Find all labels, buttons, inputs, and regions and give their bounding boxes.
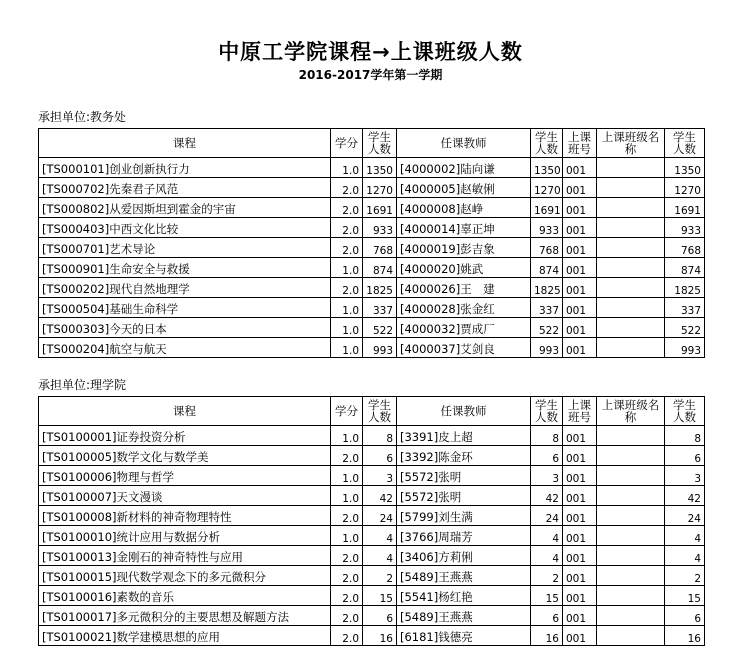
teacher-cell: [4000037]艾剑良: [397, 338, 531, 358]
students-3-cell: 1270: [665, 178, 705, 198]
students-cell: 768: [363, 238, 397, 258]
class-no-cell: 001: [563, 238, 597, 258]
course-cell: [TS0100021]数学建模思想的应用: [39, 626, 331, 646]
class-no-cell: 001: [563, 426, 597, 446]
credit-cell: 2.0: [331, 278, 363, 298]
class-name-cell: [597, 506, 665, 526]
header-students: 学生人数: [363, 129, 397, 158]
students-3-cell: 933: [665, 218, 705, 238]
students-2-cell: 933: [531, 218, 563, 238]
class-name-cell: [597, 158, 665, 178]
header-students-2: 学生人数: [531, 397, 563, 426]
table-row: [39, 218, 705, 238]
class-name-cell: [597, 298, 665, 318]
course-cell: [TS000701]艺术导论: [39, 238, 331, 258]
credit-cell: 2.0: [331, 566, 363, 586]
students-2-cell: 768: [531, 238, 563, 258]
class-name-cell: [597, 526, 665, 546]
students-cell: 933: [363, 218, 397, 238]
students-cell: 874: [363, 258, 397, 278]
teacher-cell: [5799]刘生满: [397, 506, 531, 526]
students-2-cell: 2: [531, 566, 563, 586]
students-cell: 2: [363, 566, 397, 586]
course-cell: [TS0100010]统计应用与数据分析: [39, 526, 331, 546]
class-name-cell: [597, 318, 665, 338]
table-row: [39, 526, 705, 546]
students-3-cell: 24: [665, 506, 705, 526]
header-students-2: 学生人数: [531, 129, 563, 158]
class-name-cell: [597, 546, 665, 566]
class-name-cell: [597, 586, 665, 606]
table-row: [39, 198, 705, 218]
course-table: [38, 128, 705, 358]
teacher-cell: [5572]张明: [397, 466, 531, 486]
teacher-cell: [3391]皮上超: [397, 426, 531, 446]
class-no-cell: 001: [563, 546, 597, 566]
class-name-cell: [597, 606, 665, 626]
teacher-cell: [6181]钱德亮: [397, 626, 531, 646]
teacher-cell: [5489]王燕燕: [397, 606, 531, 626]
credit-cell: 2.0: [331, 446, 363, 466]
table-row: [39, 446, 705, 466]
students-3-cell: 4: [665, 526, 705, 546]
teacher-cell: [5489]王燕燕: [397, 566, 531, 586]
teacher-cell: [4000028]张金红: [397, 298, 531, 318]
class-no-cell: 001: [563, 626, 597, 646]
students-3-cell: 6: [665, 446, 705, 466]
teacher-cell: [4000014]辜正坤: [397, 218, 531, 238]
table-row: [39, 486, 705, 506]
class-name-cell: [597, 178, 665, 198]
teacher-cell: [4000002]陆向谦: [397, 158, 531, 178]
students-3-cell: 42: [665, 486, 705, 506]
students-3-cell: 337: [665, 298, 705, 318]
course-cell: [TS000202]现代自然地理学: [39, 278, 331, 298]
students-3-cell: 4: [665, 546, 705, 566]
students-cell: 16: [363, 626, 397, 646]
students-3-cell: 15: [665, 586, 705, 606]
credit-cell: 2.0: [331, 546, 363, 566]
students-2-cell: 993: [531, 338, 563, 358]
credit-cell: 2.0: [331, 218, 363, 238]
teacher-cell: [4000032]贾成厂: [397, 318, 531, 338]
teacher-cell: [3406]方莉俐: [397, 546, 531, 566]
students-3-cell: 768: [665, 238, 705, 258]
class-name-cell: [597, 218, 665, 238]
students-3-cell: 2: [665, 566, 705, 586]
students-cell: 1270: [363, 178, 397, 198]
class-no-cell: 001: [563, 198, 597, 218]
students-2-cell: 874: [531, 258, 563, 278]
course-cell: [TS0100008]新材料的神奇物理特性: [39, 506, 331, 526]
students-2-cell: 42: [531, 486, 563, 506]
unit-label: 承担单位:理学院: [38, 378, 127, 392]
class-name-cell: [597, 258, 665, 278]
header-credit: 学分: [331, 397, 363, 426]
students-cell: 1825: [363, 278, 397, 298]
header-students-3: 学生人数: [665, 129, 705, 158]
course-cell: [TS000303]今天的日本: [39, 318, 331, 338]
credit-cell: 1.0: [331, 466, 363, 486]
students-cell: 24: [363, 506, 397, 526]
page-title: 中原工学院课程→上课班级人数: [218, 40, 523, 64]
credit-cell: 1.0: [331, 318, 363, 338]
credit-cell: 2.0: [331, 506, 363, 526]
students-3-cell: 16: [665, 626, 705, 646]
students-2-cell: 8: [531, 426, 563, 446]
class-name-cell: [597, 566, 665, 586]
students-cell: 4: [363, 526, 397, 546]
header-course: 课程: [39, 397, 331, 426]
credit-cell: 1.0: [331, 258, 363, 278]
course-cell: [TS0100001]证券投资分析: [39, 426, 331, 446]
table-row: [39, 278, 705, 298]
students-3-cell: 3: [665, 466, 705, 486]
students-2-cell: 16: [531, 626, 563, 646]
class-no-cell: 001: [563, 218, 597, 238]
credit-cell: 2.0: [331, 198, 363, 218]
header-class-name: 上课班级名 称: [597, 129, 665, 158]
course-cell: [TS0100005]数学文化与数学美: [39, 446, 331, 466]
students-2-cell: 15: [531, 586, 563, 606]
students-3-cell: 8: [665, 426, 705, 446]
table-header-row: [39, 129, 705, 158]
students-2-cell: 1691: [531, 198, 563, 218]
students-cell: 522: [363, 318, 397, 338]
students-2-cell: 6: [531, 606, 563, 626]
credit-cell: 2.0: [331, 238, 363, 258]
teacher-cell: [5541]杨红艳: [397, 586, 531, 606]
students-3-cell: 522: [665, 318, 705, 338]
class-name-cell: [597, 626, 665, 646]
header-teacher: 任课教师: [397, 397, 531, 426]
class-name-cell: [597, 466, 665, 486]
table-row: [39, 546, 705, 566]
students-cell: 6: [363, 606, 397, 626]
table-row: [39, 626, 705, 646]
course-cell: [TS000101]创业创新执行力: [39, 158, 331, 178]
course-cell: [TS0100017]多元微积分的主要思想及解题方法: [39, 606, 331, 626]
course-cell: [TS0100006]物理与哲学: [39, 466, 331, 486]
course-cell: [TS000901]生命安全与救援: [39, 258, 331, 278]
course-table: [38, 396, 705, 646]
class-name-cell: [597, 198, 665, 218]
unit-label: 承担单位:教务处: [38, 110, 127, 124]
students-cell: 1691: [363, 198, 397, 218]
course-cell: [TS0100013]金刚石的神奇特性与应用: [39, 546, 331, 566]
table-row: [39, 506, 705, 526]
students-3-cell: 1350: [665, 158, 705, 178]
header-course: 课程: [39, 129, 331, 158]
course-cell: [TS000802]从爱因斯坦到霍金的宇宙: [39, 198, 331, 218]
class-name-cell: [597, 446, 665, 466]
students-cell: 8: [363, 426, 397, 446]
class-name-cell: [597, 486, 665, 506]
table-row: [39, 466, 705, 486]
class-name-cell: [597, 278, 665, 298]
students-2-cell: 522: [531, 318, 563, 338]
students-3-cell: 1825: [665, 278, 705, 298]
teacher-cell: [4000019]彭吉象: [397, 238, 531, 258]
students-2-cell: 24: [531, 506, 563, 526]
table-row: [39, 426, 705, 446]
credit-cell: 1.0: [331, 486, 363, 506]
students-cell: 3: [363, 466, 397, 486]
table-row: [39, 586, 705, 606]
table-row: [39, 338, 705, 358]
students-3-cell: 6: [665, 606, 705, 626]
credit-cell: 2.0: [331, 178, 363, 198]
class-no-cell: 001: [563, 526, 597, 546]
class-no-cell: 001: [563, 446, 597, 466]
class-name-cell: [597, 426, 665, 446]
teacher-cell: [3392]陈金环: [397, 446, 531, 466]
table-row: [39, 158, 705, 178]
students-3-cell: 874: [665, 258, 705, 278]
table-row: [39, 298, 705, 318]
credit-cell: 2.0: [331, 626, 363, 646]
header-class-no: 上课班号: [563, 129, 597, 158]
students-2-cell: 6: [531, 446, 563, 466]
table-row: [39, 258, 705, 278]
table-row: [39, 566, 705, 586]
class-no-cell: 001: [563, 158, 597, 178]
header-students-3: 学生人数: [665, 397, 705, 426]
class-no-cell: 001: [563, 298, 597, 318]
credit-cell: 2.0: [331, 606, 363, 626]
students-cell: 993: [363, 338, 397, 358]
table-header-row: [39, 397, 705, 426]
class-name-cell: [597, 238, 665, 258]
credit-cell: 1.0: [331, 298, 363, 318]
class-no-cell: 001: [563, 586, 597, 606]
table-row: [39, 178, 705, 198]
class-no-cell: 001: [563, 258, 597, 278]
table-row: [39, 606, 705, 626]
header-class-name: 上课班级名 称: [597, 397, 665, 426]
students-cell: 42: [363, 486, 397, 506]
students-2-cell: 337: [531, 298, 563, 318]
credit-cell: 1.0: [331, 158, 363, 178]
header-students: 学生人数: [363, 397, 397, 426]
students-cell: 4: [363, 546, 397, 566]
teacher-cell: [4000026]王 建: [397, 278, 531, 298]
class-name-cell: [597, 338, 665, 358]
credit-cell: 1.0: [331, 526, 363, 546]
class-no-cell: 001: [563, 278, 597, 298]
class-no-cell: 001: [563, 318, 597, 338]
course-cell: [TS0100015]现代数学观念下的多元微积分: [39, 566, 331, 586]
students-cell: 6: [363, 446, 397, 466]
class-no-cell: 001: [563, 486, 597, 506]
course-cell: [TS000702]先秦君子风范: [39, 178, 331, 198]
students-3-cell: 993: [665, 338, 705, 358]
students-2-cell: 3: [531, 466, 563, 486]
table-row: [39, 318, 705, 338]
teacher-cell: [4000020]姚武: [397, 258, 531, 278]
students-2-cell: 1825: [531, 278, 563, 298]
header-credit: 学分: [331, 129, 363, 158]
course-cell: [TS0100007]天文漫谈: [39, 486, 331, 506]
course-cell: [TS000403]中西文化比较: [39, 218, 331, 238]
class-no-cell: 001: [563, 466, 597, 486]
students-cell: 337: [363, 298, 397, 318]
teacher-cell: [4000008]赵峥: [397, 198, 531, 218]
class-no-cell: 001: [563, 338, 597, 358]
credit-cell: 1.0: [331, 338, 363, 358]
students-2-cell: 4: [531, 546, 563, 566]
table-row: [39, 238, 705, 258]
students-2-cell: 1270: [531, 178, 563, 198]
course-cell: [TS0100016]素数的音乐: [39, 586, 331, 606]
header-teacher: 任课教师: [397, 129, 531, 158]
class-no-cell: 001: [563, 506, 597, 526]
teacher-cell: [4000005]赵敏俐: [397, 178, 531, 198]
students-2-cell: 1350: [531, 158, 563, 178]
students-2-cell: 4: [531, 526, 563, 546]
students-cell: 15: [363, 586, 397, 606]
students-3-cell: 1691: [665, 198, 705, 218]
credit-cell: 1.0: [331, 426, 363, 446]
header-class-no: 上课班号: [563, 397, 597, 426]
course-cell: [TS000504]基础生命科学: [39, 298, 331, 318]
students-cell: 1350: [363, 158, 397, 178]
credit-cell: 2.0: [331, 586, 363, 606]
class-no-cell: 001: [563, 178, 597, 198]
teacher-cell: [3766]周瑞芳: [397, 526, 531, 546]
teacher-cell: [5572]张明: [397, 486, 531, 506]
page-subtitle: 2016-2017学年第一学期: [298, 68, 443, 82]
class-no-cell: 001: [563, 566, 597, 586]
class-no-cell: 001: [563, 606, 597, 626]
course-cell: [TS000204]航空与航天: [39, 338, 331, 358]
